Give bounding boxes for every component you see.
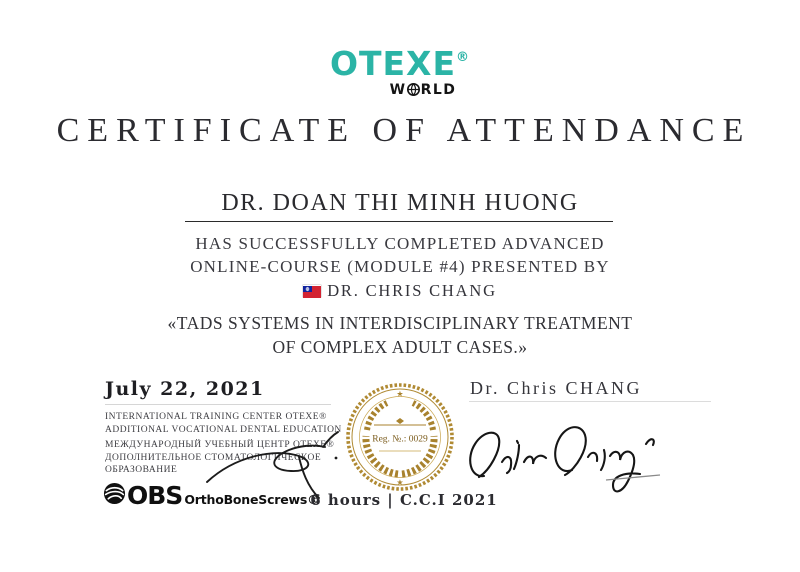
recipient-name: DR. DOAN THI MINH HUONG — [221, 190, 579, 216]
org-ru-line-2: ДОПОЛНИТЕЛЬНОЕ СТОМАТОЛОГИЧЕСКОЕ — [105, 452, 322, 463]
body-line-1: HAS SUCCESSFULLY COMPLETED ADVANCED — [195, 234, 605, 253]
brand-logo — [0, 44, 800, 83]
obs-abbr: OBS — [127, 481, 183, 510]
org-ru-line-1: МЕЖДУНАРОДНЫЙ УЧЕБНЫЙ ЦЕНТР OTEXE® — [105, 440, 335, 450]
obs-full-name: OrthoBoneScrews® — [184, 491, 320, 507]
globe-icon — [407, 83, 420, 100]
presenter-row — [0, 281, 800, 301]
world-text-pre: W — [389, 82, 407, 98]
seal-registration-number: Reg. №.: 0029 — [372, 434, 428, 445]
taiwan-flag-icon — [303, 285, 321, 297]
course-title-line-1: «TADS SYSTEMS IN INTERDISCIPLINARY TREATMENT — [167, 313, 633, 333]
organization-english — [105, 411, 342, 436]
seal-star-bottom: ★ — [396, 478, 404, 487]
seal-emblem — [343, 381, 457, 498]
brand-name: OTEXE — [329, 44, 457, 83]
organization-russian — [105, 439, 334, 477]
signer-separator — [469, 401, 711, 402]
course-title-line-2: OF COMPLEX ADULT CASES.» — [272, 337, 528, 357]
org-en-line-1: INTERNATIONAL TRAINING CENTER OTEXE® — [105, 412, 327, 422]
org-en-line-2: ADDITIONAL VOCATIONAL DENTAL EDUCATION — [105, 424, 342, 435]
course-hours: 6 hours | C.C.I 2021 — [310, 491, 498, 509]
presenter-name: DR. CHRIS CHANG — [327, 281, 497, 300]
world-text-post: RLD — [420, 82, 457, 98]
registered-mark: ® — [456, 50, 471, 65]
date-separator — [105, 404, 331, 405]
signer-name: Dr. Chris CHANG — [470, 378, 643, 398]
page-title: CERTIFICATE OF ATTENDANCE — [56, 112, 752, 149]
brand-logo-world — [0, 82, 800, 100]
body-line-2: ONLINE-COURSE (MODULE #4) PRESENTED BY — [190, 257, 610, 276]
recipient-underline — [185, 221, 613, 222]
course-date: July 22, 2021 — [105, 378, 265, 400]
seal-star-top: ★ — [396, 389, 404, 399]
org-ru-line-3: ОБРАЗОВАНИЕ — [105, 465, 178, 475]
